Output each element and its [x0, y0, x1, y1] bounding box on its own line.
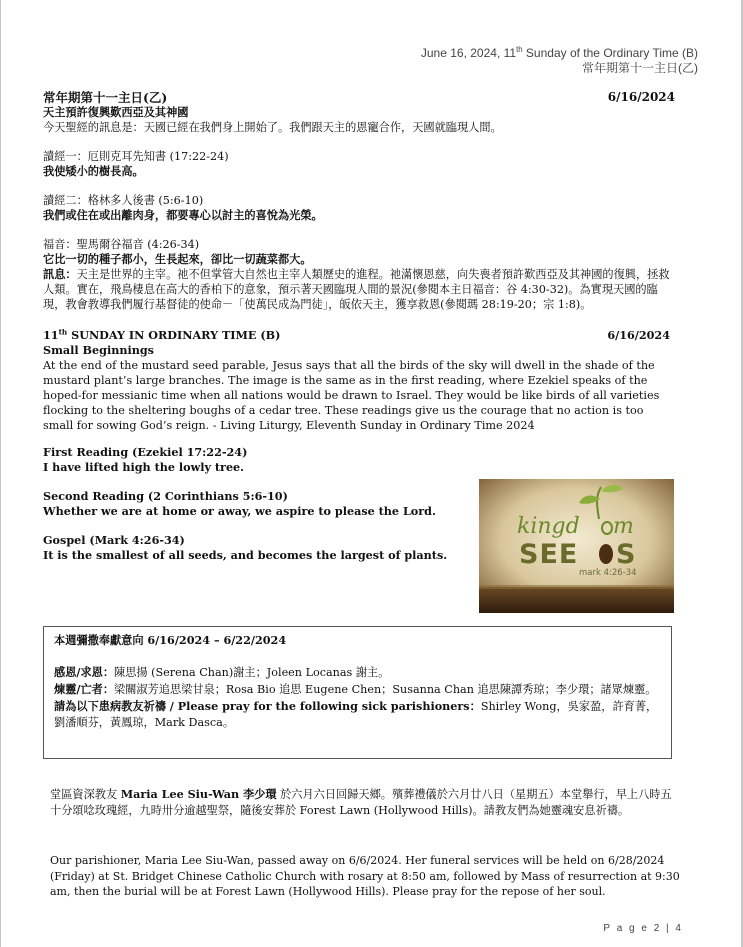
- english-reading2-ref: Second Reading (2 Corinthians 5:6-10): [43, 489, 288, 503]
- page-edge-left: [0, 0, 1, 947]
- chinese-message: 訊息：天主是世界的主宰。祂不但掌管大自然也主宰人類歷史的進程。祂滿懷恩慈，向失喪者預許歎西亞及其神國的復興，拯救人類。實在，飛鳥棲息在高大的香柏下的意象，預示著天國臨現人間的景況(參閱本主日福音：谷 4:30-32)。為實現天國的臨現，教會教導我們履行基督徒的使命－「使萬民成為門徒」，皈依天主，獲享救恩(參閱瑪 28:19-20；宗 1:8)。: [43, 267, 670, 311]
- english-gospel-text: It is the smallest of all seeds, and becomes the largest of plants.: [43, 548, 448, 562]
- english-subtitle: Small Beginnings: [43, 343, 154, 357]
- chinese-date: 6/16/2024: [607, 90, 675, 104]
- chinese-reading2-ref: 讀經二：格林多人後書 (5:6-10): [43, 194, 204, 207]
- header-date-line: June 16, 2024, 11th Sunday of the Ordinary Time (B): [420, 45, 698, 60]
- kingdom-seeds-illustration: [479, 479, 674, 613]
- mass-intentions-title: 本週彌撒奉獻意向 6/16/2024 – 6/22/2024: [54, 633, 287, 647]
- mass-intentions-box: [43, 626, 672, 759]
- english-title: 11th SUNDAY IN ORDINARY TIME (B): [43, 327, 281, 342]
- chinese-title-row: [43, 90, 675, 105]
- image-word-seeds: SEE: [519, 539, 579, 570]
- image-word-kingdom: kingd: [517, 514, 580, 539]
- chinese-gospel-ref: 福音：聖馬爾谷福音 (4:26-34): [43, 238, 200, 251]
- chinese-title: 常年期第十一主日(乙): [43, 90, 168, 105]
- header-chinese-title: 常年期第十一主日(乙): [582, 61, 698, 75]
- chinese-intro: 今天聖經的訊息是：天國已經在我們身上開始了。我們跟天主的恩寵合作，天國就臨現人間。: [43, 121, 502, 134]
- chinese-gospel-text: 它比一切的種子都小，生長起來，卻比一切蔬菜都大。: [43, 252, 312, 266]
- chinese-theme: 天主預許復興歎西亞及其神國: [43, 105, 189, 119]
- english-title-row: [43, 328, 675, 343]
- english-gospel-ref: Gospel (Mark 4:26-34): [43, 533, 185, 547]
- kingdom-seeds-image: [479, 479, 674, 613]
- english-date: 6/16/2024: [607, 328, 670, 342]
- funeral-notice-chinese: 堂區資深教友 Maria Lee Siu-Wan 李少環 於六月六日回歸天鄉。殯葬禮儀於六月廿八日（星期五）本堂舉行，早上八時五十分頌唸玫瑰經，九時卅分逾越聖祭，隨後安葬於 Forest Lawn (Hollywood Hills)。請教友們為她靈魂安息祈禱。: [50, 787, 672, 817]
- chinese-reading1-text: 我使矮小的樹長高。: [43, 164, 144, 178]
- chinese-reading1-ref: 讀經一：厄則克耳先知書 (17:22-24): [43, 150, 229, 163]
- english-reading1-ref: First Reading (Ezekiel 17:22-24): [43, 445, 248, 459]
- english-body: At the end of the mustard seed parable, Jesus says that all the birds of the sky will dwell in the shade of the mustard plant’s large branches. The image is the same as in the first reading, where Ezekiel speaks of the hoped-for messianic time when all nations would be drawn to Israel. They would be like birds of all varieties flocking to the sheltering boughs of a cedar tree. These readings give us the courage that no action is too small for sowing God’s reign. - Living Liturgy, Eleventh Sunday in Ordinary Time 2024: [43, 359, 660, 432]
- chinese-reading2-text: 我們或住在或出離肉身，都要專心以討主的喜悅為光榮。: [43, 208, 323, 222]
- departed-intentions: 煉靈/亡者：梁關淑芳追思梁甘泉；Rosa Bio 追思 Eugene Chen；Susanna Chan 追思陳譚秀琼；李少環；諸眾煉靈。: [54, 682, 657, 696]
- sick-intentions: 請為以下患病教友祈禱 / Please pray for the following sick parishioners：Shirley Wong，吳家盈，許育菁，劉潘順芬，黃鳳琼，Mark Dasca。: [54, 699, 658, 729]
- funeral-notice-english: Our parishioner, Maria Lee Siu-Wan, passed away on 6/6/2024. Her funeral services will be held on 6/28/2024 (Friday) at St. Bridget Chinese Catholic Church with rosary at 8:50 am, followed by Mass of resurrection at 9:30 am, then the burial will be at Forest Lawn (Hollywood Hills). Please pray for the repose of her soul.: [50, 854, 680, 898]
- image-word-kingdom-end: m: [613, 514, 634, 539]
- english-reading2-text: Whether we are at home or away, we aspire to please the Lord.: [43, 504, 436, 518]
- image-reference: mark 4:26-34: [579, 568, 637, 578]
- page-number: P a g e 2 | 4: [603, 923, 683, 934]
- page-header: [421, 46, 698, 76]
- image-word-seeds-end: S: [616, 539, 636, 570]
- english-reading1-text: I have lifted high the lowly tree.: [43, 460, 245, 474]
- thanksgiving-intentions: 感恩/求恩：陳思揚 (Serena Chan)謝主；Joleen Locanas 謝主。: [54, 665, 390, 679]
